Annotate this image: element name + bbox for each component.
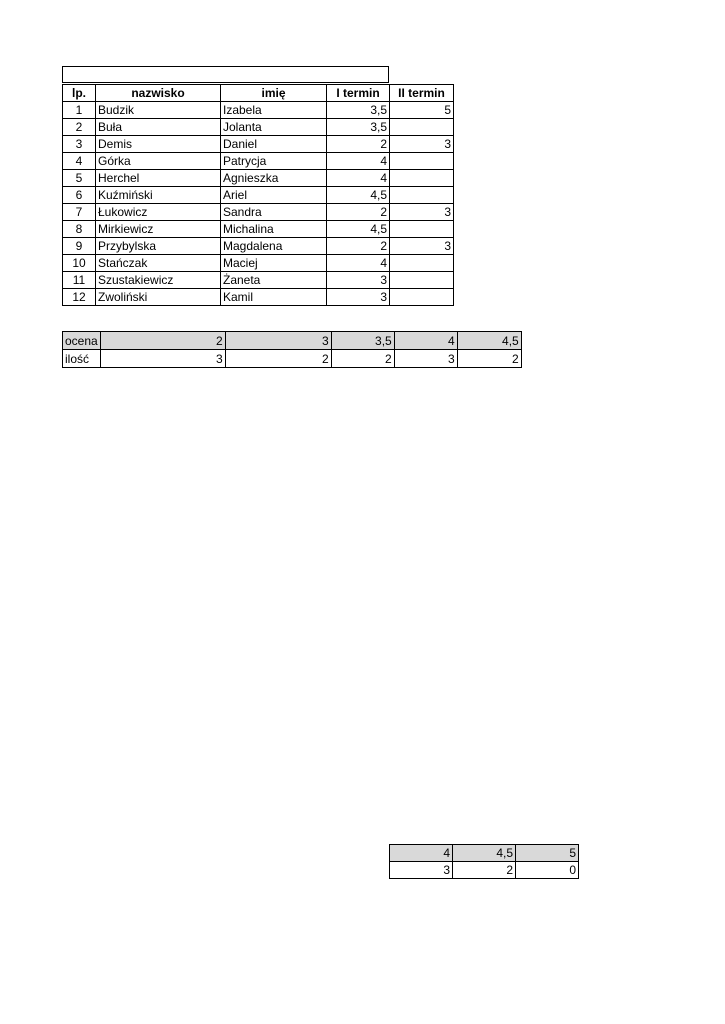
cell-imie: Żaneta — [221, 272, 327, 289]
cell-lp: 8 — [63, 221, 96, 238]
summary-grade-cell: 3,5 — [331, 332, 394, 350]
cell-nazwisko: Zwoliński — [96, 289, 221, 306]
cell-i-termin: 2 — [327, 136, 390, 153]
cell-nazwisko: Buła — [96, 119, 221, 136]
cell-nazwisko: Stańczak — [96, 255, 221, 272]
cell-nazwisko: Górka — [96, 153, 221, 170]
cell-ii-termin — [390, 272, 454, 289]
cell-nazwisko: Kuźmiński — [96, 187, 221, 204]
cell-lp: 10 — [63, 255, 96, 272]
cell-nazwisko: Łukowicz — [96, 204, 221, 221]
small-summary-table — [389, 844, 579, 879]
cell-imie: Maciej — [221, 255, 327, 272]
summary-grade-cell: 2 — [100, 332, 225, 350]
cell-ii-termin — [390, 153, 454, 170]
cell-i-termin: 3,5 — [327, 119, 390, 136]
cell-i-termin: 4,5 — [327, 221, 390, 238]
cell-imie: Sandra — [221, 204, 327, 221]
small-count-cell: 2 — [453, 862, 516, 879]
table-row — [63, 170, 454, 187]
summary-grade-label: ocena — [63, 332, 101, 350]
cell-imie: Ariel — [221, 187, 327, 204]
table-row — [63, 272, 454, 289]
table-row — [63, 187, 454, 204]
cell-i-termin: 3,5 — [327, 102, 390, 119]
cell-i-termin: 2 — [327, 238, 390, 255]
cell-i-termin: 4,5 — [327, 187, 390, 204]
table-row — [63, 221, 454, 238]
cell-lp: 3 — [63, 136, 96, 153]
cell-lp: 2 — [63, 119, 96, 136]
summary-grade-cell: 4,5 — [457, 332, 521, 350]
small-grade-row — [390, 845, 579, 862]
summary-grade-cell: 4 — [394, 332, 457, 350]
cell-imie: Michalina — [221, 221, 327, 238]
cell-imie: Daniel — [221, 136, 327, 153]
header-ii-termin: II termin — [390, 85, 454, 102]
cell-i-termin: 4 — [327, 170, 390, 187]
cell-imie: Jolanta — [221, 119, 327, 136]
summary-count-label: ilość — [63, 350, 101, 368]
table-row — [63, 238, 454, 255]
cell-i-termin: 4 — [327, 255, 390, 272]
cell-ii-termin — [390, 289, 454, 306]
cell-ii-termin — [390, 119, 454, 136]
header-nazwisko: nazwisko — [96, 85, 221, 102]
title-box — [62, 66, 389, 83]
small-count-cell: 0 — [516, 862, 579, 879]
small-grade-cell: 4,5 — [453, 845, 516, 862]
summary-count-cell: 2 — [331, 350, 394, 368]
table-row — [63, 153, 454, 170]
header-i-termin: I termin — [327, 85, 390, 102]
header-row — [63, 85, 454, 102]
cell-imie: Patrycja — [221, 153, 327, 170]
table-row — [63, 255, 454, 272]
summary-grade-row — [63, 332, 522, 350]
table-row — [63, 204, 454, 221]
cell-ii-termin: 3 — [390, 238, 454, 255]
summary-count-row — [63, 350, 522, 368]
cell-lp: 12 — [63, 289, 96, 306]
header-lp: lp. — [63, 85, 96, 102]
summary-count-cell: 3 — [100, 350, 225, 368]
header-imie: imię — [221, 85, 327, 102]
cell-i-termin: 4 — [327, 153, 390, 170]
small-count-row — [390, 862, 579, 879]
cell-i-termin: 3 — [327, 289, 390, 306]
small-count-cell: 3 — [390, 862, 453, 879]
cell-ii-termin: 3 — [390, 204, 454, 221]
small-grade-cell: 5 — [516, 845, 579, 862]
table-row — [63, 119, 454, 136]
cell-i-termin: 3 — [327, 272, 390, 289]
cell-nazwisko: Budzik — [96, 102, 221, 119]
cell-lp: 4 — [63, 153, 96, 170]
cell-i-termin: 2 — [327, 204, 390, 221]
table-row — [63, 289, 454, 306]
cell-imie: Magdalena — [221, 238, 327, 255]
table-row — [63, 102, 454, 119]
cell-lp: 11 — [63, 272, 96, 289]
cell-lp: 9 — [63, 238, 96, 255]
cell-nazwisko: Szustakiewicz — [96, 272, 221, 289]
summary-table — [62, 331, 522, 368]
table-row — [63, 136, 454, 153]
cell-imie: Agnieszka — [221, 170, 327, 187]
small-grade-cell: 4 — [390, 845, 453, 862]
cell-lp: 7 — [63, 204, 96, 221]
cell-imie: Izabela — [221, 102, 327, 119]
summary-count-cell: 3 — [394, 350, 457, 368]
cell-nazwisko: Mirkiewicz — [96, 221, 221, 238]
cell-ii-termin: 3 — [390, 136, 454, 153]
cell-ii-termin — [390, 170, 454, 187]
cell-lp: 6 — [63, 187, 96, 204]
cell-lp: 5 — [63, 170, 96, 187]
cell-nazwisko: Demis — [96, 136, 221, 153]
cell-lp: 1 — [63, 102, 96, 119]
summary-count-cell: 2 — [457, 350, 521, 368]
cell-ii-termin — [390, 255, 454, 272]
cell-nazwisko: Herchel — [96, 170, 221, 187]
summary-count-cell: 2 — [225, 350, 331, 368]
cell-nazwisko: Przybylska — [96, 238, 221, 255]
cell-ii-termin — [390, 221, 454, 238]
cell-ii-termin — [390, 187, 454, 204]
grades-table — [62, 84, 454, 306]
summary-grade-cell: 3 — [225, 332, 331, 350]
cell-imie: Kamil — [221, 289, 327, 306]
cell-ii-termin: 5 — [390, 102, 454, 119]
